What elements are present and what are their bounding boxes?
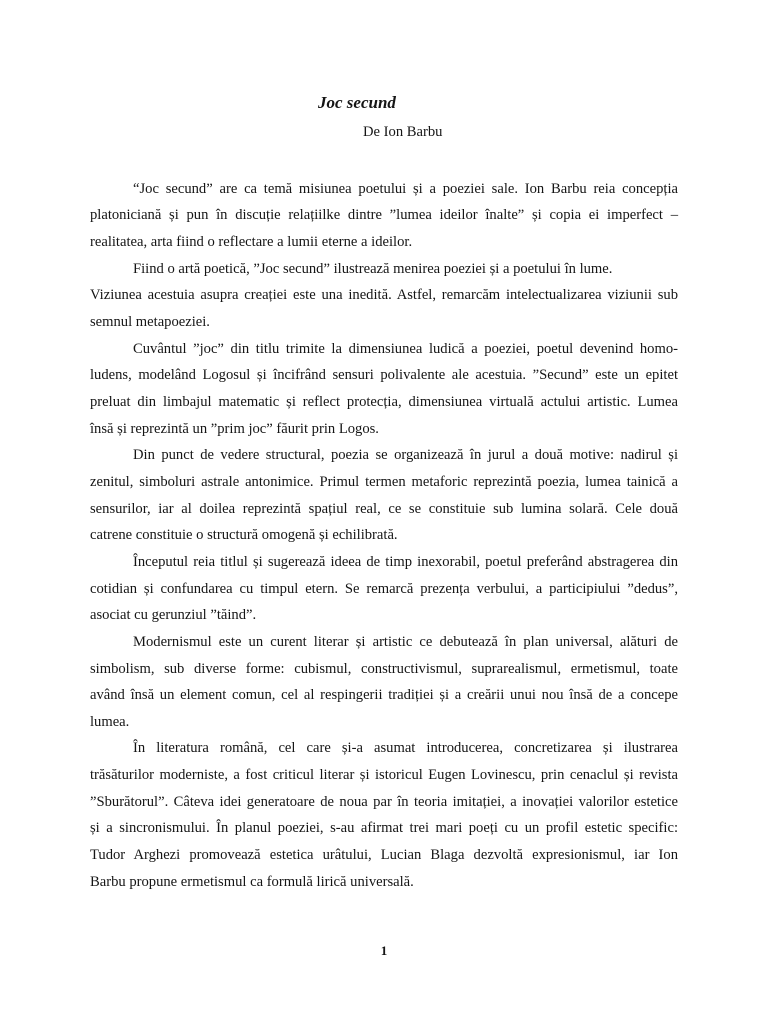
paragraph-line: Începutul reia titlul și sugerează ideea de timp inexorabil, poetul preferând abstragerea din bbox=[133, 553, 678, 570]
paragraph-line: catrene constituie o structură omogenă și echilibrată. bbox=[90, 527, 398, 544]
paragraph-line: Tudor Arghezi promovează estetica urâtului, Lucian Blaga dezvoltă expresionismul, iar Ion bbox=[90, 847, 678, 864]
paragraph bbox=[90, 442, 678, 549]
paragraph-line: și a sincronismului. În planul poeziei, s-au afirmat trei mari poeți cu un profil estetic specific: bbox=[90, 820, 678, 837]
paragraph-line: “Joc secund” are ca temă misiunea poetului și a poeziei sale. Ion Barbu reia concepția bbox=[133, 180, 678, 197]
paragraph bbox=[90, 549, 678, 629]
paragraph bbox=[90, 735, 678, 895]
paragraph bbox=[90, 629, 678, 736]
paragraph-line: sensurilor, iar al doilea reprezintă spațiul real, ce se constituie sub lumina solară. Cele două bbox=[90, 500, 678, 517]
paragraph bbox=[90, 256, 678, 336]
paragraph-line: Modernismul este un curent literar și artistic ce debutează în plan universal, alături de bbox=[133, 633, 678, 650]
paragraph-line: trăsăturilor moderniste, a fost criticul literar și istoricul Eugen Lovinescu, prin cenaclul și revista bbox=[90, 767, 678, 784]
paragraph-line: Viziunea acestuia asupra creației este una inedită. Astfel, remarcăm intelectualizarea viziunii sub bbox=[90, 287, 678, 304]
paragraph-line: Fiind o artă poetică, ”Joc secund” ilustrează menirea poeziei și a poetului în lume. bbox=[133, 260, 613, 277]
paragraph-line: cotidian și confundarea cu timpul etern. Se remarcă prezența verbului, a participiului ”dedus”, bbox=[90, 580, 678, 597]
paragraph-line: În literatura română, cel care și-a asumat introducerea, concretizarea și ilustrarea bbox=[133, 740, 678, 757]
paragraph-line: ludens, modelând Logosul și încifrând sensuri polivalente ale acestuia. ”Secund” este un epitet bbox=[90, 367, 678, 384]
paragraph-line: semnul metapoeziei. bbox=[90, 313, 210, 330]
paragraph-line: zenitul, simboluri astrale antonimice. Primul termen metaforic reprezintă poezia, lumea tainică a bbox=[90, 473, 678, 490]
document-body bbox=[90, 176, 678, 896]
paragraph-line: asociat cu gerunziul ”tăind”. bbox=[90, 607, 257, 624]
paragraph bbox=[90, 336, 678, 443]
author-line: De Ion Barbu bbox=[363, 124, 443, 140]
paragraph-line: Cuvântul ”joc” din titlu trimite la dimensiunea ludică a poeziei, poetul devenind homo- bbox=[133, 340, 678, 357]
paragraph-line: lumea. bbox=[90, 713, 130, 730]
paragraph-line: realitatea, arta fiind o reflectare a lumii eterne a ideilor. bbox=[90, 234, 413, 250]
paragraph-line: însă și reprezintă un ”prim joc” făurit prin Logos. bbox=[90, 420, 379, 437]
paragraph-line: platoniciană și pun în discuție relațiilke dintre ”lumea ideilor înalte” și copia ei imperfect – bbox=[90, 207, 678, 224]
paragraph-line: simbolism, sub diverse forme: cubismul, constructivismul, suprarealismul, ermetismul, toate bbox=[90, 660, 678, 677]
paragraph bbox=[90, 176, 678, 256]
paragraph-line: ”Sburătorul”. Câteva idei generatoare de noua par în teoria imitației, a inovației valorilor estetice bbox=[90, 793, 678, 810]
paragraph-line: Barbu propune ermetismul ca formulă lirică universală. bbox=[90, 873, 414, 890]
page-number: 1 bbox=[380, 943, 388, 958]
paragraph-line: preluat din limbajul matematic și reflect protecția, dimensiunea virtuală actului artistic. Lumea bbox=[90, 393, 678, 410]
paragraph-line: Din punct de vedere structural, poezia se organizează în jurul a două motive: nadirul și bbox=[133, 447, 678, 464]
document-title: Joc secund bbox=[318, 93, 396, 112]
paragraph-line: având însă un element comun, cel al respingerii tradiției și a creării unui nou însă de a concepe bbox=[90, 687, 678, 704]
